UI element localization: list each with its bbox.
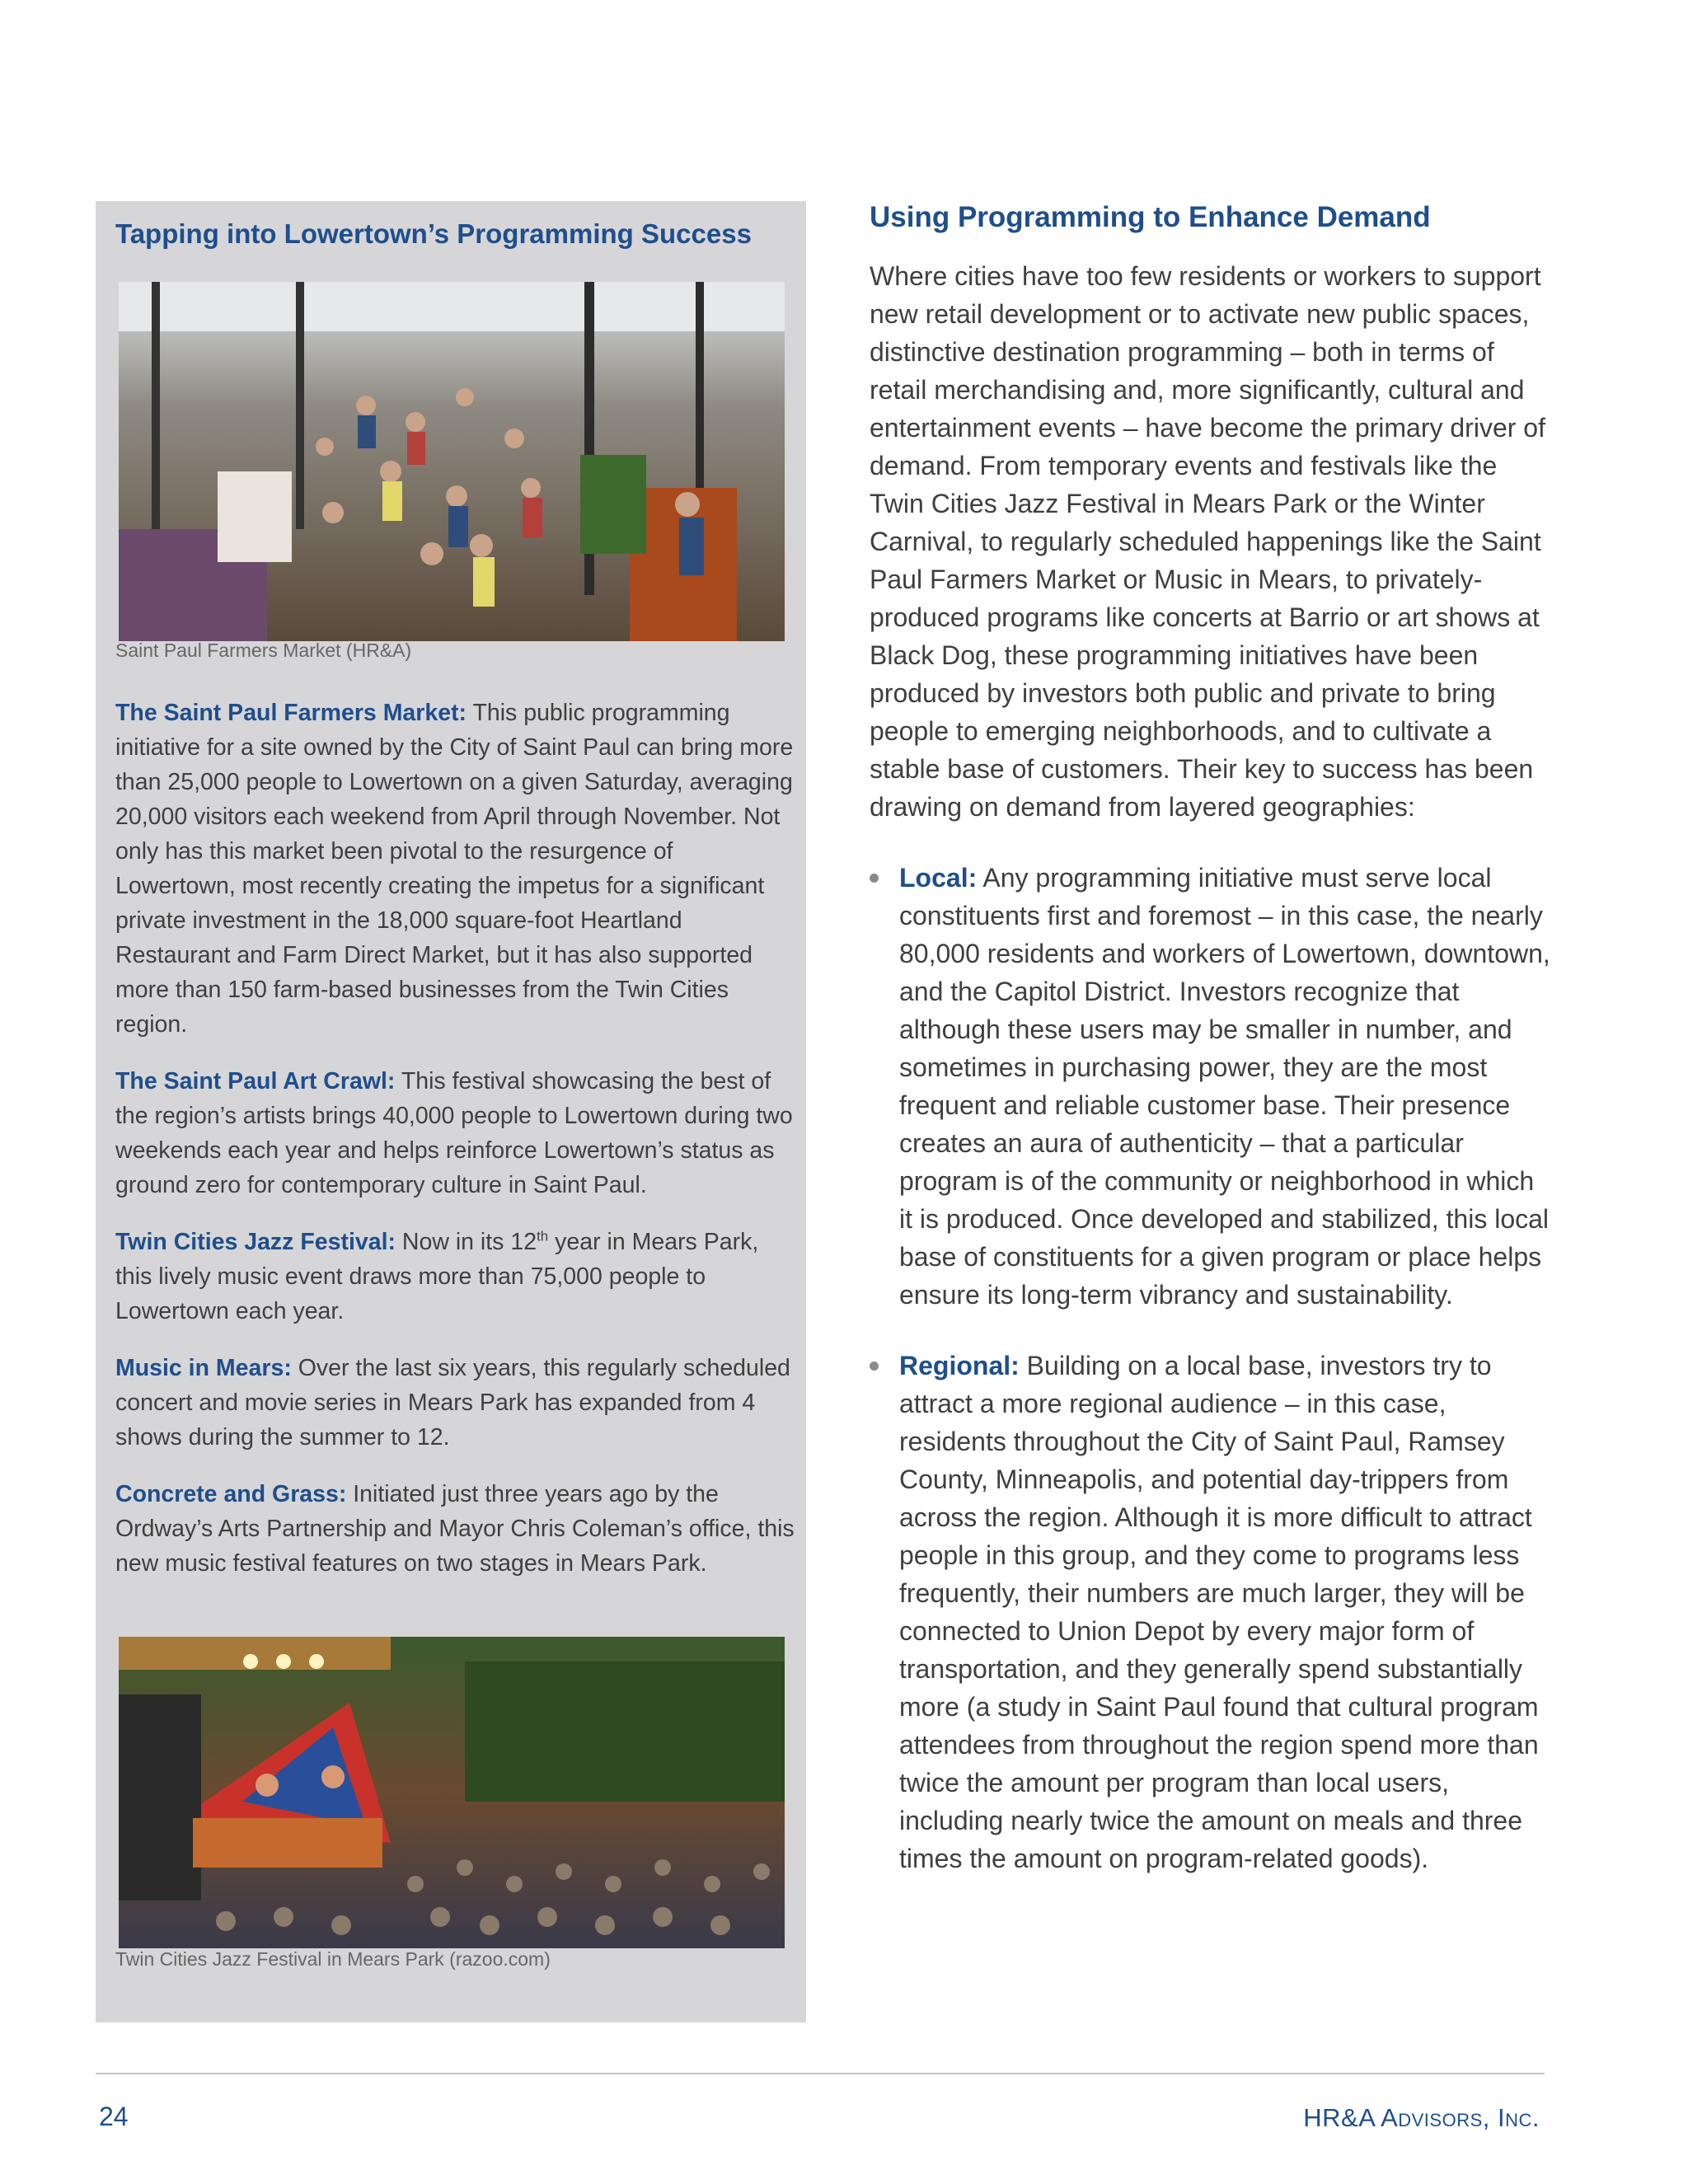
paragraph-lead: Concrete and Grass: [115,1481,347,1507]
paragraph-text: This festival showcasing the best of the region’s artists brings 40,000 people to Lowertown during two weekends each year and helps reinforce Lowertown’s status as ground zero for contemporary culture in Saint Paul. [115,1068,793,1198]
farmers-market-photo [119,282,785,641]
farmers-market-caption: Saint Paul Farmers Market (HR&A) [115,640,412,661]
paragraph-lead: Music in Mears: [115,1355,292,1381]
bullet-text: Building on a local base, investors try to attract a more regional audience – in this case, residents throughout the City of Saint Paul, Ramsey County, Minneapolis, and potential day-trippers from across the region. Although it is more difficult to attract people in this group, and they come to programs less frequently, their numbers are much larger, they will be connected to Union Depot by every major form of transportation, and they generally spend substantially more (a study in Saint Paul found that cultural program attendees from throughout the region spend more than twice the amount per program than local users, including nearly twice the amount on meals and three times the amount on program-related goods). [899,1351,1539,1873]
paragraph-text: year in Mears Park, this lively music event draws more than 75,000 people to Lowertown each year. [115,1229,759,1324]
paragraph-lead: The Saint Paul Farmers Market: [115,700,467,726]
bullet-lead: Local: [899,863,978,893]
sidebar-paragraph [115,1064,795,1202]
page-number: 24 [99,2102,129,2131]
bullet-list [870,859,1554,1877]
paragraph-text: Now in its 12 [395,1229,537,1255]
sidebar-title: Tapping into Lowertown’s Programming Success [115,218,752,249]
paragraph-text: This public programming initiative for a site owned by the City of Saint Paul can bring more than 25,000 people to Lowertown on a given Saturday, averaging 20,000 visitors each weekend from April through November. Not only has this market been pivotal to the resurgence of Lowertown, most recently creating the impetus for a significant private investment in the 18,000 square-foot Heartland Restaurant and Farm Direct Market, but it has also supported more than 150 farm-based businesses from the Twin Cities region. [115,700,794,1038]
bullet-dot-icon [870,1361,879,1371]
intro-paragraph: Where cities have too few residents or workers to support new retail development or to activate new public spaces, distinctive destination programming – both in terms of retail merchandising and, more significantly, cultural and entertainment events – have become the primary driver of demand. From temporary events and festivals like the Twin Cities Jazz Festival in Mears Park or the Winter Carnival, to regularly scheduled happenings like the Saint Paul Farmers Market or Music in Mears, to privately-produced programs like concerts at Barrio or art shows at Black Dog, these programming initiatives have been produced by investors both public and private to bring people to emerging neighborhoods, and to cultivate a stable base of customers. Their key to success has been drawing on demand from layered geographies: [870,261,1545,822]
sidebar-body [115,696,795,1603]
bullet-text: Any programming initiative must serve local constituents first and foremost – in this case, the nearly 80,000 residents and workers of Lowertown, downtown, and the Capitol District. Investors recognize that although these users may be smaller in number, and sometimes in purchasing power, they are the most frequent and reliable customer base. Their presence creates an aura of authenticity – that a particular program is of the community or neighborhood in which it is produced. Once developed and stabilized, this local base of constituents for a given program or place helps ensure its long-term vibrancy and sustainability. [899,863,1550,1310]
section-title: Using Programming to Enhance Demand [870,201,1431,233]
sidebar-box [96,201,806,2022]
sidebar-paragraph [115,696,795,1042]
bullet-dot-icon [870,874,879,883]
bullet-item-regional [870,1347,1554,1877]
paragraph-lead: The Saint Paul Art Crawl: [115,1068,396,1094]
sidebar-paragraph [115,1225,795,1329]
paragraph-text: Over the last six years, this regularly scheduled concert and movie series in Mears Park has expanded from 4 shows during the summer to 12. [115,1355,790,1451]
paragraph-text: Initiated just three years ago by the Ordway’s Arts Partnership and Mayor Chris Coleman’s office, this new music festival features on two stages in Mears Park. [115,1481,795,1577]
bullet-lead: Regional: [899,1351,1020,1380]
sidebar-paragraph [115,1351,795,1455]
main-column [870,194,1554,1910]
jazz-festival-caption: Twin Cities Jazz Festival in Mears Park (razoo.com) [115,1948,551,1970]
footer-brand: HR&A Advisors, Inc. [1303,2103,1540,2132]
bullet-item-local [870,859,1554,1314]
footer-divider [96,2073,1545,2074]
superscript: th [537,1228,549,1244]
sidebar-paragraph [115,1477,795,1581]
jazz-festival-photo [119,1637,785,1948]
paragraph-lead: Twin Cities Jazz Festival: [115,1229,396,1255]
